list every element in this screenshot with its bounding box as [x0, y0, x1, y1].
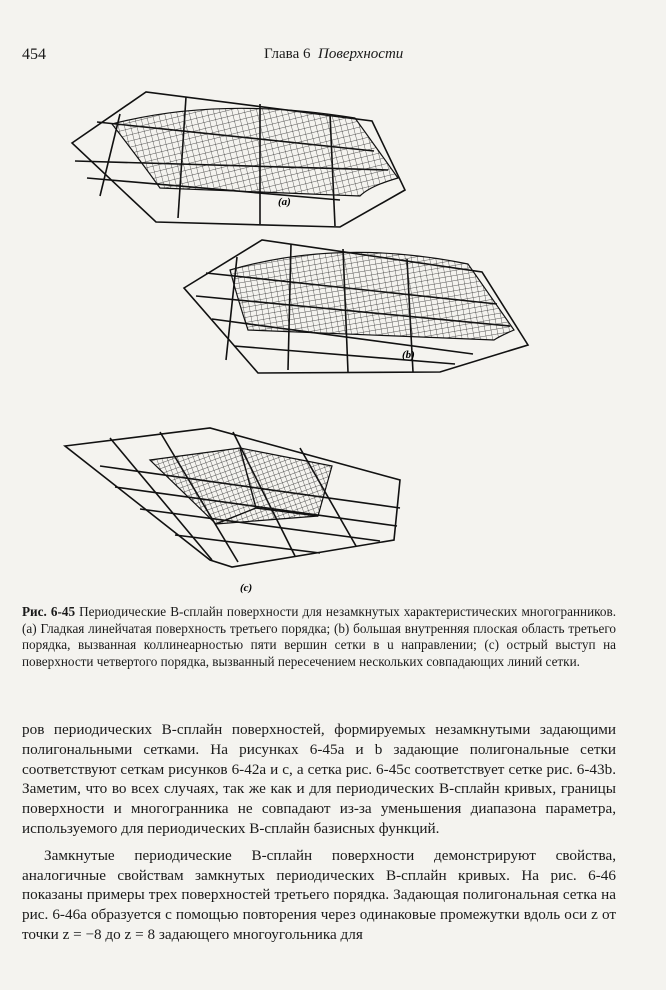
- figure-b-label: (b): [402, 349, 415, 361]
- surface-b: [230, 252, 514, 340]
- chapter-number: Глава 6: [264, 46, 311, 62]
- figure-caption: [22, 604, 616, 670]
- surface-a: [112, 108, 398, 196]
- figure-c-label: (c): [240, 582, 253, 594]
- caption-text: Периодические B-сплайн поверхности для незамкнутых характеристических многогранников. (a) Гладкая линейчатая поверхность третьего порядка; (b) большая внутренняя плоская область третьего порядка, вызванная коллинеарностью пяти вершин сетки в u направлении; (c) острый выступ на поверхности четвертого порядка, вызванный пересечением нескольких совпадающих линий сетки.: [22, 604, 617, 669]
- figure-a-label: (a): [278, 196, 291, 208]
- chapter-title: Поверхности: [317, 46, 404, 62]
- paragraph-1: ров периодических B-сплайн поверхностей, формируемых незамкнутыми задающими полигональными сетками. На рисунках 6-45a и b задающие полигональные сетки соответствуют сеткам рисунков 6-42a и c, а сетка рис. 6-45c соответствует сетке рис. 6-43b. Заметим, что во всех случаях, так же как и для периодических B-сплайн кривых, границы поверхности и многогранника не совпадают из-за уменьшения диапазона параметра, используемого для периодических B-сплайн базисных функций.: [22, 721, 616, 837]
- paragraph-2: Замкнутые периодические B-сплайн поверхности демонстрируют свойства, аналогичные свойствам замкнутых периодических B-сплайн кривых. На рис. 6-46 показаны примеры трех поверхностей третьего порядка. Задающая полигональная сетка на рис. 6-46a образуется с помощью повторения через одинаковые промежутки вдоль оси z от точки z = −8 до z = 8 задающего многоугольника для: [22, 846, 616, 943]
- page-number: 454: [22, 46, 46, 63]
- figure-a: [72, 92, 405, 227]
- figure-c: [65, 428, 400, 594]
- caption-label: Рис. 6-45: [22, 604, 76, 619]
- figure-b: [184, 240, 528, 373]
- surface-c: [150, 448, 332, 524]
- body-text: [22, 720, 616, 945]
